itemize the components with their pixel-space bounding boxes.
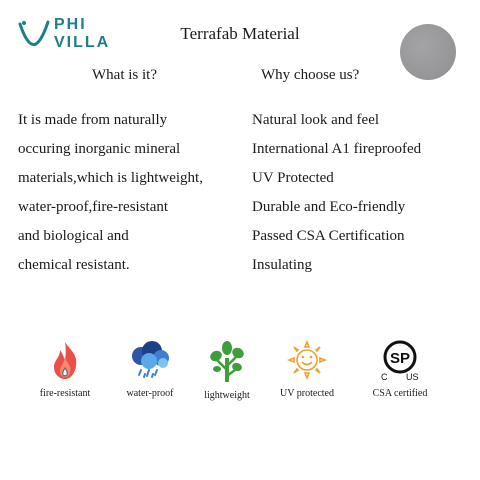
description-line: chemical resistant. (18, 257, 130, 273)
description-line: It is made from naturally (18, 112, 168, 128)
benefit-item: UV Protected (252, 170, 334, 186)
csa-us-text: US (406, 372, 419, 382)
benefit-item: Durable and Eco-friendly (252, 199, 406, 215)
feature-label: UV protected (280, 388, 334, 399)
feature-uv-protected (262, 340, 352, 399)
left-heading: What is it? (92, 67, 157, 83)
description-line: materials,which is lightweight, (18, 170, 203, 186)
brand-line2: VILLA (54, 34, 111, 51)
what-is-it-text (18, 108, 248, 282)
rain-cloud-icon (127, 340, 173, 382)
feature-label: CSA certified (372, 388, 428, 399)
csa-c-text: C (381, 372, 388, 382)
right-heading: Why choose us? (261, 67, 360, 83)
description-line: occuring inorganic mineral (18, 141, 181, 157)
description-line: and biological and (18, 228, 129, 244)
feature-lightweight (182, 340, 272, 401)
feature-csa-certified (355, 340, 445, 399)
feature-label: fire-resistant (39, 388, 91, 399)
feature-icons-row (0, 340, 480, 410)
csa-mark-text: SP (389, 350, 411, 367)
flame-icon (48, 340, 82, 382)
why-choose-us-list (252, 108, 472, 282)
material-swatch (400, 24, 456, 80)
tree-icon (207, 340, 247, 384)
benefit-item: Passed CSA Certification (252, 228, 405, 244)
brand-line1: PHI (54, 16, 87, 33)
csa-logo-icon (375, 340, 425, 382)
description-line: water-proof,fire-resistant (18, 199, 169, 215)
feature-label: lightweight (204, 390, 250, 401)
sun-icon (287, 340, 327, 380)
benefit-item: Insulating (252, 257, 312, 273)
benefit-item: International A1 fireproofed (252, 141, 422, 157)
benefit-item: Natural look and feel (252, 112, 380, 128)
feature-fire-resistant (20, 340, 110, 399)
feature-label: water-proof (126, 388, 174, 399)
page-title: Terrafab Material (180, 24, 300, 43)
